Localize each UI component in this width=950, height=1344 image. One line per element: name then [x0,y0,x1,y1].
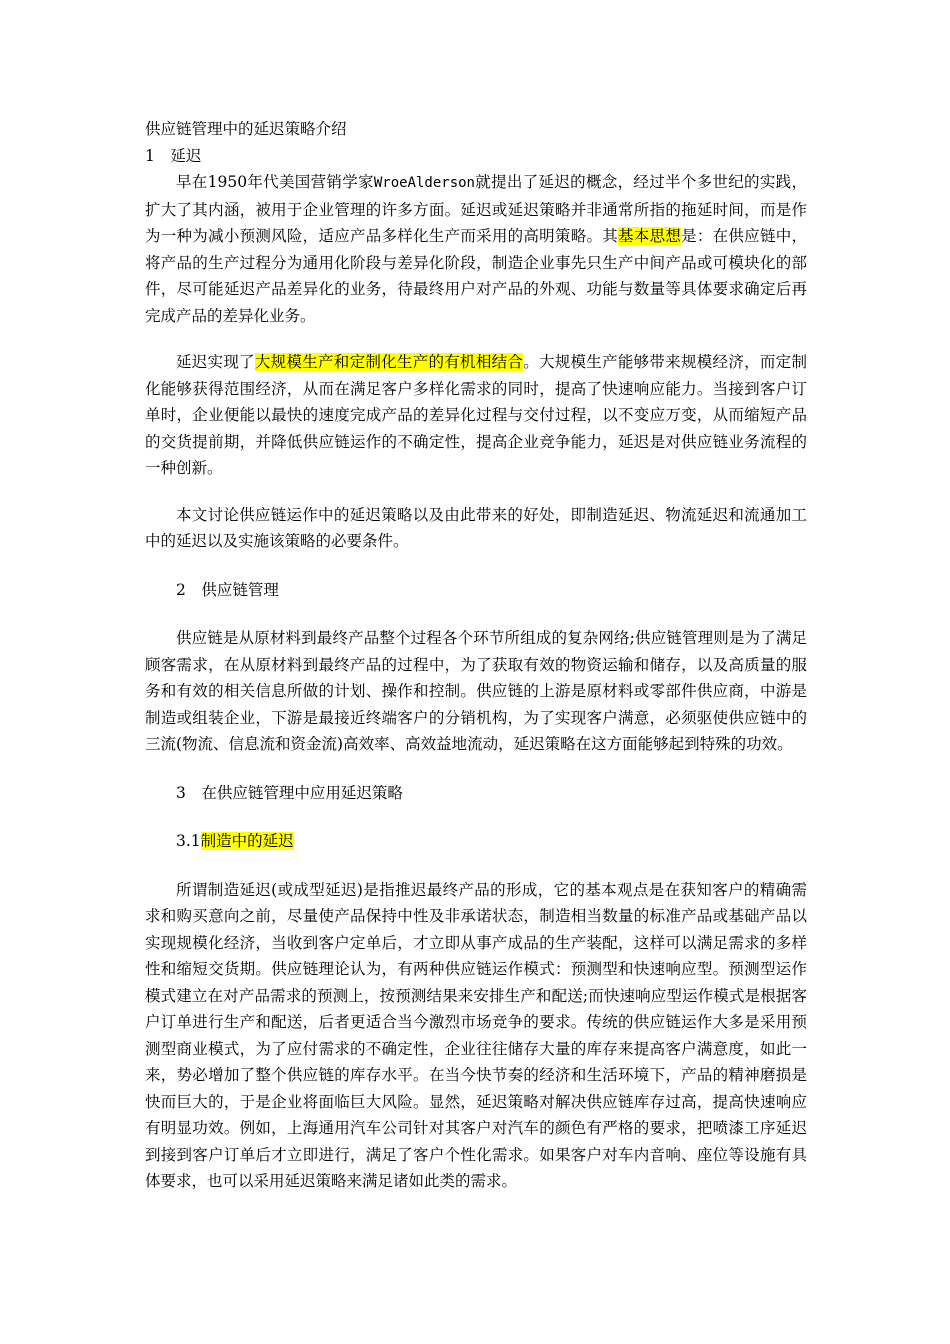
highlight-manufacturing-delay: 制造中的延迟 [200,832,294,850]
paragraph-3: 本文讨论供应链运作中的延迟策略以及由此带来的好处，即制造延迟、物流延迟和流通加工中的延迟以及实施该策略的必要条件。 [145,505,807,550]
section-3-heading: 3 在供应链管理中应用延迟策略 [176,783,403,802]
section-2-heading: 2 供应链管理 [176,580,279,599]
p1-text-a: 早在1950年代美国营销学家 [176,173,374,191]
p1-name: WroeAlderson [373,175,475,191]
section-3-1-number: 3.1 [176,832,201,850]
paragraph-1 [145,169,807,329]
p2-text-b: 。大规模生产能够带来规模经济，而定制化能够获得范围经济，从而在满足客户多样化需求的同时，提高了快速响应能力。当接到客户订单时，企业便能以最快的速度完成产品的差异化过程与交付过程，以不变应万变，从而缩短产品的交货提前期，并降低供应链运作的不确定性，提高企业竞争能力，延迟是对供应链业务流程的一种创新。 [145,353,807,477]
paragraph-4: 供应链是从原材料到最终产品整个过程各个环节所组成的复杂网络;供应链管理则是为了满足顾客需求，在从原材料到最终产品的过程中，为了获取有效的物资运输和储存，以及高质量的服务和有效的相关信息所做的计划、操作和控制。供应链的上游是原材料或零部件供应商，中游是制造或组装企业，下游是最接近终端客户的分销机构，为了实现客户满意，必须驱使供应链中的三流(物流、信息流和资金流)高效率、高效益地流动，延迟策略在这方面能够起到特殊的功效。 [145,629,807,753]
section-1-heading: 1 延迟 [145,146,202,165]
section-3-1-heading [145,828,807,855]
document-body [145,116,807,1195]
paragraph-2 [145,349,807,482]
p1-text-c: 就提出了延迟的概念，经过半个多世纪的实践，扩大了其内涵，被用于企业管理的许多方面。延迟或延迟策略并非通常所指的拖延时间，而是作为一种为减小预测风险，适应产品多样化生产而采用的高明策略。其 [145,173,807,245]
paragraph-5: 所谓制造延迟(或成型延迟)是指推迟最终产品的形成，它的基本观点是在获知客户的精确需求和购买意向之前，尽量使产品保持中性及非承诺状态，制造相当数量的标准产品或基础产品以实现规模化经济，当收到客户定单后，才立即从事产成品的生产装配，这样可以满足需求的多样性和缩短交货期。供应链理论认为，有两种供应链运作模式：预测型和快速响应型。预测型运作模式建立在对产品需求的预测上，按预测结果来安排生产和配送;而快速响应型运作模式是根据客户订单进行生产和配送，后者更适合当今激烈市场竞争的要求。传统的供应链运作大多是采用预测型商业模式，为了应付需求的不确定性，企业往往储存大量的库存来提高客户满意度，如此一来，势必增加了整个供应链的库存水平。在当今快节奏的经济和生活环境下，产品的精神磨损是快而巨大的，于是企业将面临巨大风险。显然，延迟策略对解决供应链库存过高，提高快速响应有明显功效。例如，上海通用汽车公司针对其客户对汽车的颜色有严格的要求，把喷漆工序延迟到接到客户订单后才立即进行，满足了客户个性化需求。如果客户对车内音响、座位等设施有具体要求，也可以采用延迟策略来满足诸如此类的需求。 [145,880,807,1190]
document-title: 供应链管理中的延迟策略介绍 [145,120,347,138]
p1-text-d: 是：在供应链中，将产品的生产过程分为通用化阶段与差异化阶段，制造企业事先只生产中间产品或可模块化的部件，尽可能延迟产品差异化的业务，待最终用户对产品的外观、功能与数量等具体要求确定后再完成产品的差异化业务。 [145,227,807,325]
p2-text-a: 延迟实现了 [176,353,255,371]
highlight-mass-customization: 大规模生产和定制化生产的有机相结合 [254,353,524,371]
highlight-basic-idea: 基本思想 [618,227,682,245]
